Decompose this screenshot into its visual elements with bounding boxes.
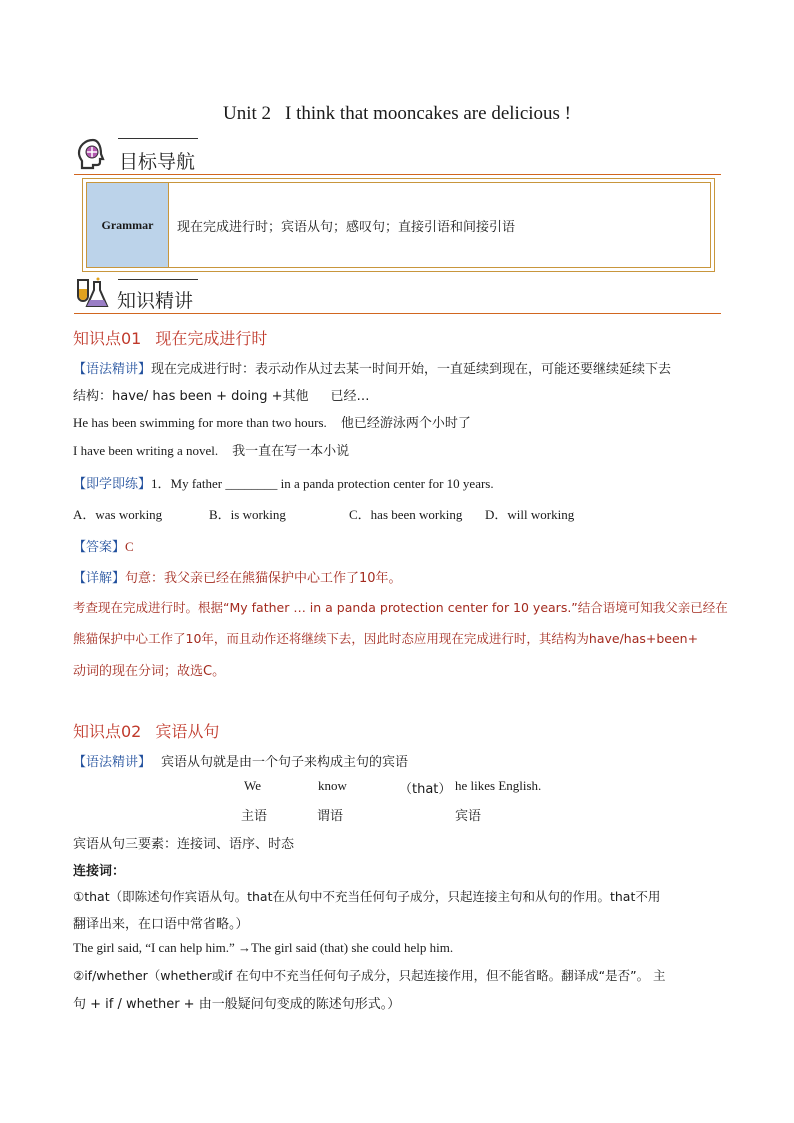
grammar-table (86, 182, 711, 268)
kp2-definition: 宾语从句就是由一个句子来构成主句的宾语 (161, 755, 409, 770)
kp2-ifwhether-rule-2: 句 + if / whether + 由一般疑问句变成的陈述句形式。） (73, 997, 401, 1012)
label-object: 宾语 (455, 809, 482, 824)
divider (74, 174, 721, 175)
kp2-that-rule-2: 翻译出来，在口语中常省略。） (73, 917, 249, 932)
example-en: He has been swimming for more than two hours. (73, 415, 327, 430)
document-title (0, 103, 794, 125)
example-en: I have been writing a novel. (73, 443, 219, 458)
brain-icon (74, 136, 112, 174)
option-a: A．was working (73, 507, 163, 522)
divider (74, 313, 721, 314)
grammar-tag: 【语法精讲】 (73, 362, 152, 377)
kp1-practice-question (73, 473, 494, 492)
kp-name: 现在完成进行时 (155, 329, 268, 348)
banner-accent-line (118, 279, 198, 280)
grammar-tag: 【语法精讲】 (73, 755, 152, 770)
kp1-definition-line (73, 358, 671, 377)
answer-tag: 【答案】 (73, 540, 126, 555)
kp-name: 宾语从句 (155, 722, 220, 741)
option-d: D．will working (485, 507, 575, 522)
kp1-options (73, 504, 574, 523)
option-b: B．is working (209, 507, 286, 522)
kp1-structure-line (73, 385, 370, 404)
demo-clause: he likes English. (455, 778, 542, 793)
knowledge-point-02-heading (73, 719, 219, 742)
kp2-ifwhether-rule-1: ②if/whether（whether或if 在句中不充当任何句子成分，只起连接作用，但不能省略。翻译成“是否”。 主 (73, 968, 666, 983)
banner-accent-line (118, 138, 198, 139)
demo-subject: We (244, 778, 261, 793)
section-heading-navigation: 目标导航 (119, 151, 196, 173)
option-c: C．has been working (349, 507, 463, 522)
kp-number: 知识点02 (73, 722, 142, 741)
practice-tag: 【即学即练】 (73, 477, 152, 492)
kp2-that-rule-1: ①that（即陈述句作宾语从句。that在从句中不充当任何句子成分，只起连接主句和从句的作用。that不用 (73, 889, 661, 904)
kp1-example-1 (73, 412, 471, 431)
label-subject: 主语 (241, 809, 268, 824)
kp1-detail-3: 熊猫保护中心工作了10年，而且动作还将继续下去，因此时态应用现在完成进行时，其结构为have/has+been+ (73, 631, 699, 646)
detail-tag: 【详解】 (73, 571, 126, 586)
kp1-detail-2: 考查现在完成进行时。根据“My father … in a panda protection center for 10 years.”结合语境可知我父亲已经在 (73, 600, 728, 615)
demo-connective: （that） (399, 782, 452, 797)
grammar-content-cell: 现在完成进行时；宾语从句；感叹句；直接引语和间接引语 (177, 219, 516, 235)
answer-value: C (125, 539, 134, 554)
kp1-answer (73, 536, 134, 555)
kp1-definition: 现在完成进行时：表示动作从过去某一时间开始，一直延续到现在，可能还要继续延续下去 (151, 362, 672, 377)
section-heading-knowledge: 知识精讲 (117, 290, 194, 312)
grammar-label-cell: Grammar (87, 183, 169, 267)
demo-predicate: know (318, 778, 347, 793)
example-cn: 他已经游泳两个小时了 (340, 416, 471, 431)
flask-icon (72, 276, 112, 312)
kp2-three-elements: 宾语从句三要素：连接词、语序、时态 (73, 837, 295, 852)
kp2-definition-line (73, 751, 408, 770)
kp2-that-example: The girl said, “I can help him.” →The girl said (that) she could help him. (73, 940, 454, 955)
example-cn: 我一直在写一本小说 (232, 444, 350, 459)
detail-text: 句意：我父亲已经在熊猫保护中心工作了10年。 (125, 571, 402, 586)
kp2-connectives-heading: 连接词： (73, 864, 126, 879)
kp1-detail-1 (73, 567, 402, 586)
unit-label: Unit 2 (223, 103, 272, 124)
knowledge-point-01-heading (73, 326, 267, 349)
question-text: 1．My father ________ in a panda protection center for 10 years. (151, 476, 494, 491)
kp1-structure-meaning: 已经… (330, 389, 370, 404)
unit-title-text: I think that mooncakes are delicious ! (285, 103, 571, 124)
kp1-detail-4: 动词的现在分词；故选C。 (73, 664, 226, 679)
kp1-example-2 (73, 440, 349, 459)
kp1-structure: 结构：have/ has been + doing +其他 (73, 389, 309, 404)
kp-number: 知识点01 (73, 329, 142, 348)
label-predicate: 谓语 (317, 809, 344, 824)
